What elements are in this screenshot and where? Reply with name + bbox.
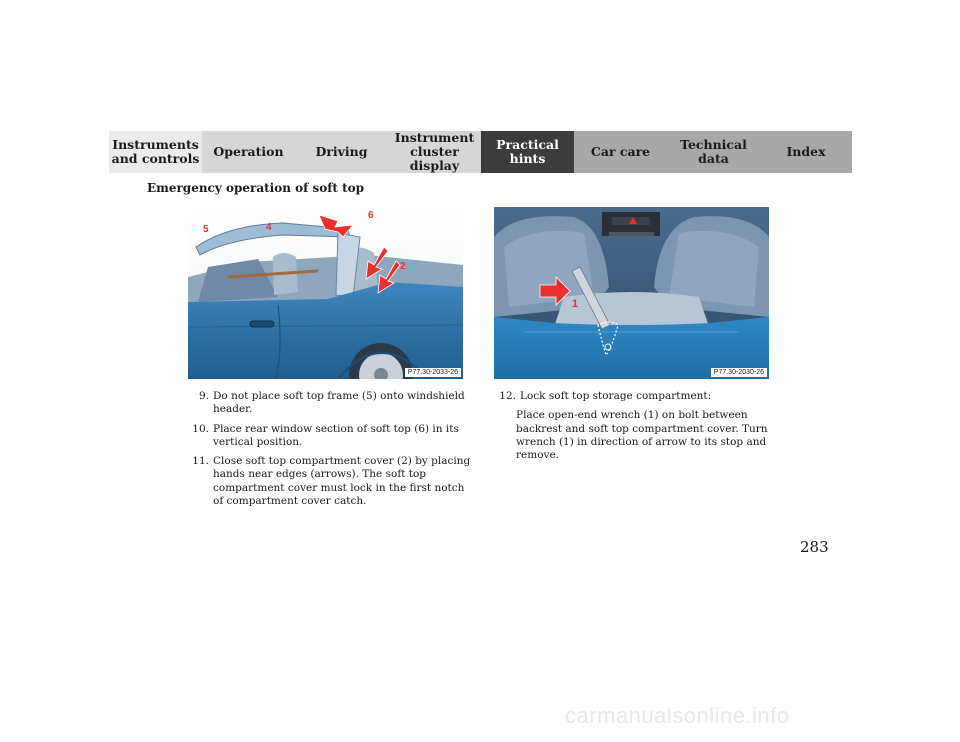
step-detail: Place open-end wrench (1) on bolt between backrest and soft top compartment cover. Turn wrench (1) in direction of arrow to its stop and remove. bbox=[516, 409, 768, 462]
step-item: 9. Do not place soft top frame (5) onto windshield header. bbox=[198, 390, 465, 416]
step-item: 12. Lock soft top storage compartment: bbox=[499, 390, 712, 402]
section-title: Emergency operation of soft top bbox=[147, 181, 365, 195]
tab-instruments-and-controls[interactable]: Instruments and controls bbox=[109, 131, 202, 173]
car-side-illustration bbox=[188, 207, 463, 379]
steps-right-column bbox=[496, 390, 781, 462]
tab-operation[interactable]: Operation bbox=[202, 131, 295, 173]
callout-5: 5 bbox=[203, 224, 209, 235]
figure-code: P77.30-2030-26 bbox=[711, 368, 767, 377]
page-number: 283 bbox=[800, 538, 829, 556]
callout-2: 2 bbox=[400, 261, 406, 272]
figure-soft-top-closing bbox=[188, 207, 463, 379]
tab-car-care[interactable]: Car care bbox=[574, 131, 667, 173]
step-item: 11. Close soft top compartment cover (2) by placing hands near edges (arrows). The soft top compartment cover must lock in the first notch of compartment cover catch. bbox=[192, 455, 471, 508]
chapter-tab-bar bbox=[109, 131, 852, 173]
callout-6: 6 bbox=[368, 210, 374, 221]
callout-4: 4 bbox=[266, 222, 272, 233]
step-item: 10. Place rear window section of soft top (6) in its vertical position. bbox=[192, 422, 459, 448]
tab-practical-hints[interactable]: Practical hints bbox=[481, 131, 574, 173]
interior-rear-illustration bbox=[494, 207, 769, 379]
tab-instrument-cluster-display[interactable]: Instrument cluster display bbox=[388, 131, 481, 173]
callout-1: 1 bbox=[572, 298, 579, 310]
tab-index[interactable]: Index bbox=[760, 131, 852, 173]
steps-left-column bbox=[189, 390, 474, 514]
watermark: carmanualsonline.info bbox=[565, 703, 790, 728]
figure-storage-lock bbox=[494, 207, 769, 379]
figure-code: P77.30-2033-26 bbox=[405, 368, 461, 377]
tab-technical-data[interactable]: Technical data bbox=[667, 131, 760, 173]
tab-driving[interactable]: Driving bbox=[295, 131, 388, 173]
